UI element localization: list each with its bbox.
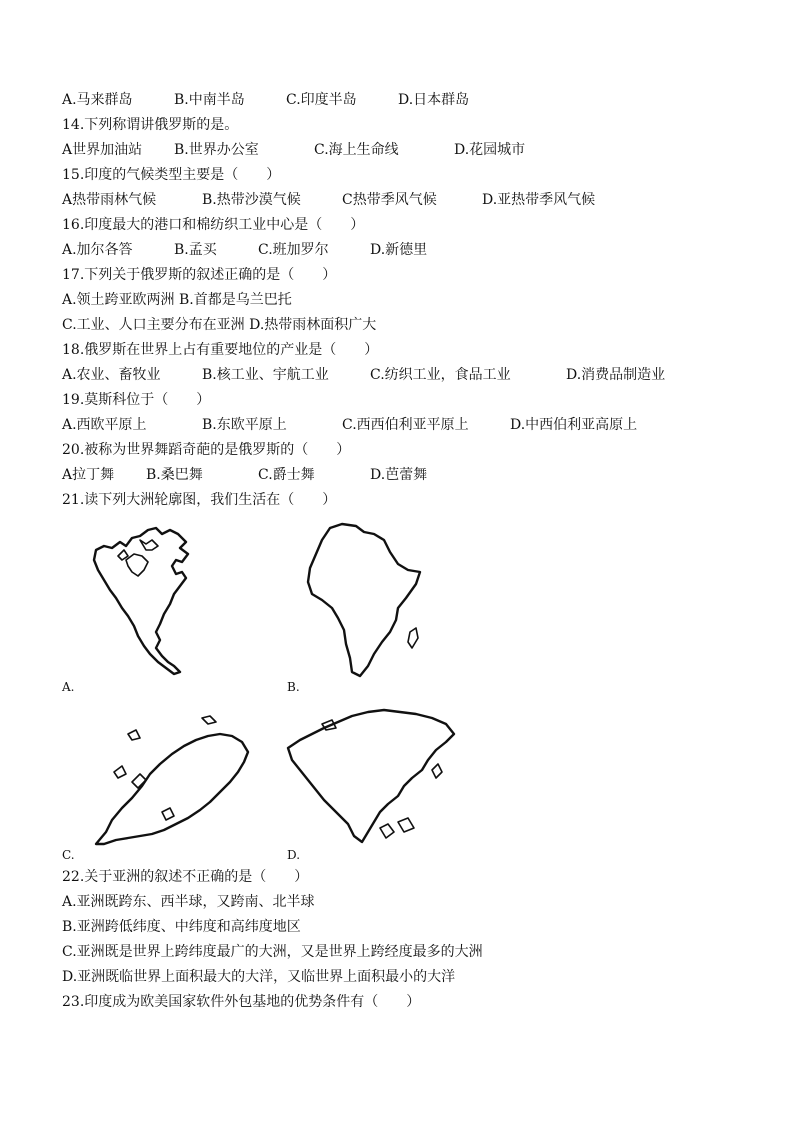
q14-option-b[interactable]: B.世界办公室: [174, 142, 259, 158]
q15-option-a[interactable]: A热带雨林气候: [62, 192, 157, 208]
q23-stem: 23.印度成为欧美国家软件外包基地的优势条件有（ ）: [62, 994, 421, 1010]
q22-option-a[interactable]: A.亚洲既跨东、西半球，又跨南、北半球: [62, 894, 315, 910]
map-north-america: [82, 520, 202, 680]
q17-stem: 17.下列关于俄罗斯的叙述正确的是（ ）: [62, 267, 337, 283]
q19-stem: 19.莫斯科位于（ ）: [62, 392, 211, 408]
map-africa: [302, 520, 428, 682]
q15-option-b[interactable]: B.热带沙漠气候: [202, 192, 301, 208]
q19-option-c[interactable]: C.西西伯利亚平原上: [342, 417, 469, 433]
q16-option-b[interactable]: B.孟买: [174, 242, 217, 258]
q22-option-b[interactable]: B.亚洲跨低纬度、中纬度和高纬度地区: [62, 919, 301, 935]
q18-option-c[interactable]: C.纺织工业，食品工业: [370, 367, 511, 383]
map-label-a[interactable]: A.: [62, 680, 75, 694]
q19-option-b[interactable]: B.东欧平原上: [202, 417, 287, 433]
q14-option-c[interactable]: C.海上生命线: [314, 142, 399, 158]
q16-option-d[interactable]: D.新德里: [370, 242, 428, 258]
q13-option-b[interactable]: B.中南半岛: [174, 92, 245, 108]
q13-option-c[interactable]: C.印度半岛: [286, 92, 357, 108]
q20-stem: 20.被称为世界舞蹈奇葩的是俄罗斯的（ ）: [62, 442, 351, 458]
q16-option-c[interactable]: C.班加罗尔: [258, 242, 329, 258]
q18-stem: 18.俄罗斯在世界上占有重要地位的产业是（ ）: [62, 342, 379, 358]
q18-option-b[interactable]: B.核工业、宇航工业: [202, 367, 329, 383]
q16-stem: 16.印度最大的港口和棉纺织工业中心是（ ）: [62, 217, 365, 233]
q22-option-c[interactable]: C.亚洲既是世界上跨纬度最广的大洲，又是世界上跨经度最多的大洲: [62, 944, 483, 960]
q20-option-d[interactable]: D.芭蕾舞: [370, 467, 428, 483]
map-label-d[interactable]: D.: [287, 848, 301, 862]
q18-option-d[interactable]: D.消费品制造业: [566, 367, 666, 383]
map-europe: [92, 712, 252, 848]
q15-option-c[interactable]: C热带季风气候: [342, 192, 437, 208]
q19-option-d[interactable]: D.中西伯利亚高原上: [510, 417, 638, 433]
map-label-b[interactable]: B.: [287, 680, 300, 694]
q17-options-line1[interactable]: A.领土跨亚欧两洲 B.首都是乌兰巴托: [62, 292, 292, 308]
q19-option-a[interactable]: A.西欧平原上: [62, 417, 147, 433]
q20-option-b[interactable]: B.桑巴舞: [146, 467, 203, 483]
map-asia: [282, 704, 460, 850]
q14-stem: 14.下列称谓讲俄罗斯的是。: [62, 117, 239, 133]
q21-stem: 21.读下列大洲轮廓图，我们生活在（ ）: [62, 492, 337, 508]
q20-option-c[interactable]: C.爵士舞: [258, 467, 315, 483]
q13-option-d[interactable]: D.日本群岛: [398, 92, 470, 108]
q15-stem: 15.印度的气候类型主要是（ ）: [62, 167, 281, 183]
q13-option-a[interactable]: A.马来群岛: [62, 92, 133, 108]
q20-option-a[interactable]: A拉丁舞: [62, 467, 115, 483]
q22-option-d[interactable]: D.亚洲既临世界上面积最大的大洋，又临世界上面积最小的大洋: [62, 969, 456, 985]
q16-option-a[interactable]: A.加尔各答: [62, 242, 133, 258]
q17-options-line2[interactable]: C.工业、人口主要分布在亚洲 D.热带雨林面积广大: [62, 317, 377, 333]
q14-option-a[interactable]: A世界加油站: [62, 142, 143, 158]
q22-stem: 22.关于亚洲的叙述不正确的是（ ）: [62, 869, 309, 885]
map-label-c[interactable]: C.: [62, 848, 75, 862]
q14-option-d[interactable]: D.花园城市: [454, 142, 526, 158]
q15-option-d[interactable]: D.亚热带季风气候: [482, 192, 596, 208]
q18-option-a[interactable]: A.农业、畜牧业: [62, 367, 161, 383]
